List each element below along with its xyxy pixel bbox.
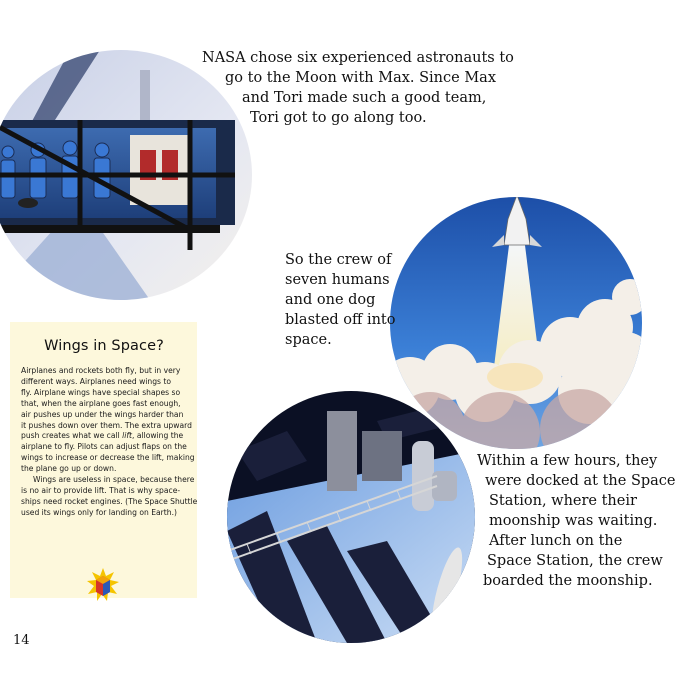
sidebar-line: is no air to provide lift. That is why space- <box>21 485 181 495</box>
sidebar-body <box>21 366 198 519</box>
text-line: Station, where their <box>489 493 637 509</box>
sidebar-title: Wings in Space? <box>44 338 164 354</box>
publisher-logo-icon <box>87 568 119 604</box>
sidebar-line: that, when the airplane goes fast enough, <box>21 398 181 408</box>
sidebar-line: air pushes up under the wings harder than <box>21 409 184 419</box>
text-line: were docked at the Space <box>485 473 676 489</box>
text-line: and one dog <box>285 292 376 308</box>
sidebar-line: used its wings only for landing on Earth.) <box>21 507 177 517</box>
sidebar-line: fly. Airplane wings have special shapes so <box>21 387 181 397</box>
sidebar-line: it pushes down over them. The extra upward <box>21 420 192 430</box>
sidebar-line: airplane to fly. Pilots can adjust flaps on the <box>21 442 187 452</box>
text-line: go to the Moon with Max. Since Max <box>225 70 496 86</box>
text-line: Tori got to go along too. <box>250 110 427 126</box>
sidebar-line-lift <box>21 431 187 442</box>
sidebar-text: push creates what we call <box>21 431 123 441</box>
text-line: blasted off into <box>285 312 396 328</box>
page-number: 14 <box>13 633 30 648</box>
sidebar-line: ships need rocket engines. (The Space Shuttle <box>21 496 198 506</box>
text-line: moonship was waiting. <box>489 513 658 529</box>
text-line: Within a few hours, they <box>477 453 658 469</box>
sidebar-line: Wings are useless in space, because there <box>33 475 195 485</box>
story-paragraph-3 <box>477 451 676 591</box>
text-line: space. <box>285 332 332 348</box>
sidebar-term-lift: lift <box>122 431 132 441</box>
sidebar-line: the plane go up or down. <box>21 464 117 474</box>
text-line: and Tori made such a good team, <box>242 90 487 106</box>
text-line: boarded the moonship. <box>483 573 653 589</box>
sidebar-wings-in-space <box>10 322 197 598</box>
story-paragraph-1 <box>202 48 514 128</box>
sidebar-line: different ways. Airplanes need wings to <box>21 376 172 386</box>
story-paragraph-2 <box>285 250 395 350</box>
text-line: So the crew of <box>285 252 392 268</box>
text-line: Space Station, the crew <box>487 553 663 569</box>
sidebar-text: , allowing the <box>132 431 184 441</box>
illustration-shuttle-launch <box>390 197 642 449</box>
text-line: NASA chose six experienced astronauts to <box>202 50 514 66</box>
sidebar-line: wings to increase or decrease the lift, making <box>21 453 195 463</box>
sidebar-line: Airplanes and rockets both fly, but in very <box>21 366 181 375</box>
illustration-space-station <box>227 391 475 643</box>
text-line: seven humans <box>285 272 390 288</box>
text-line: After lunch on the <box>489 533 623 549</box>
